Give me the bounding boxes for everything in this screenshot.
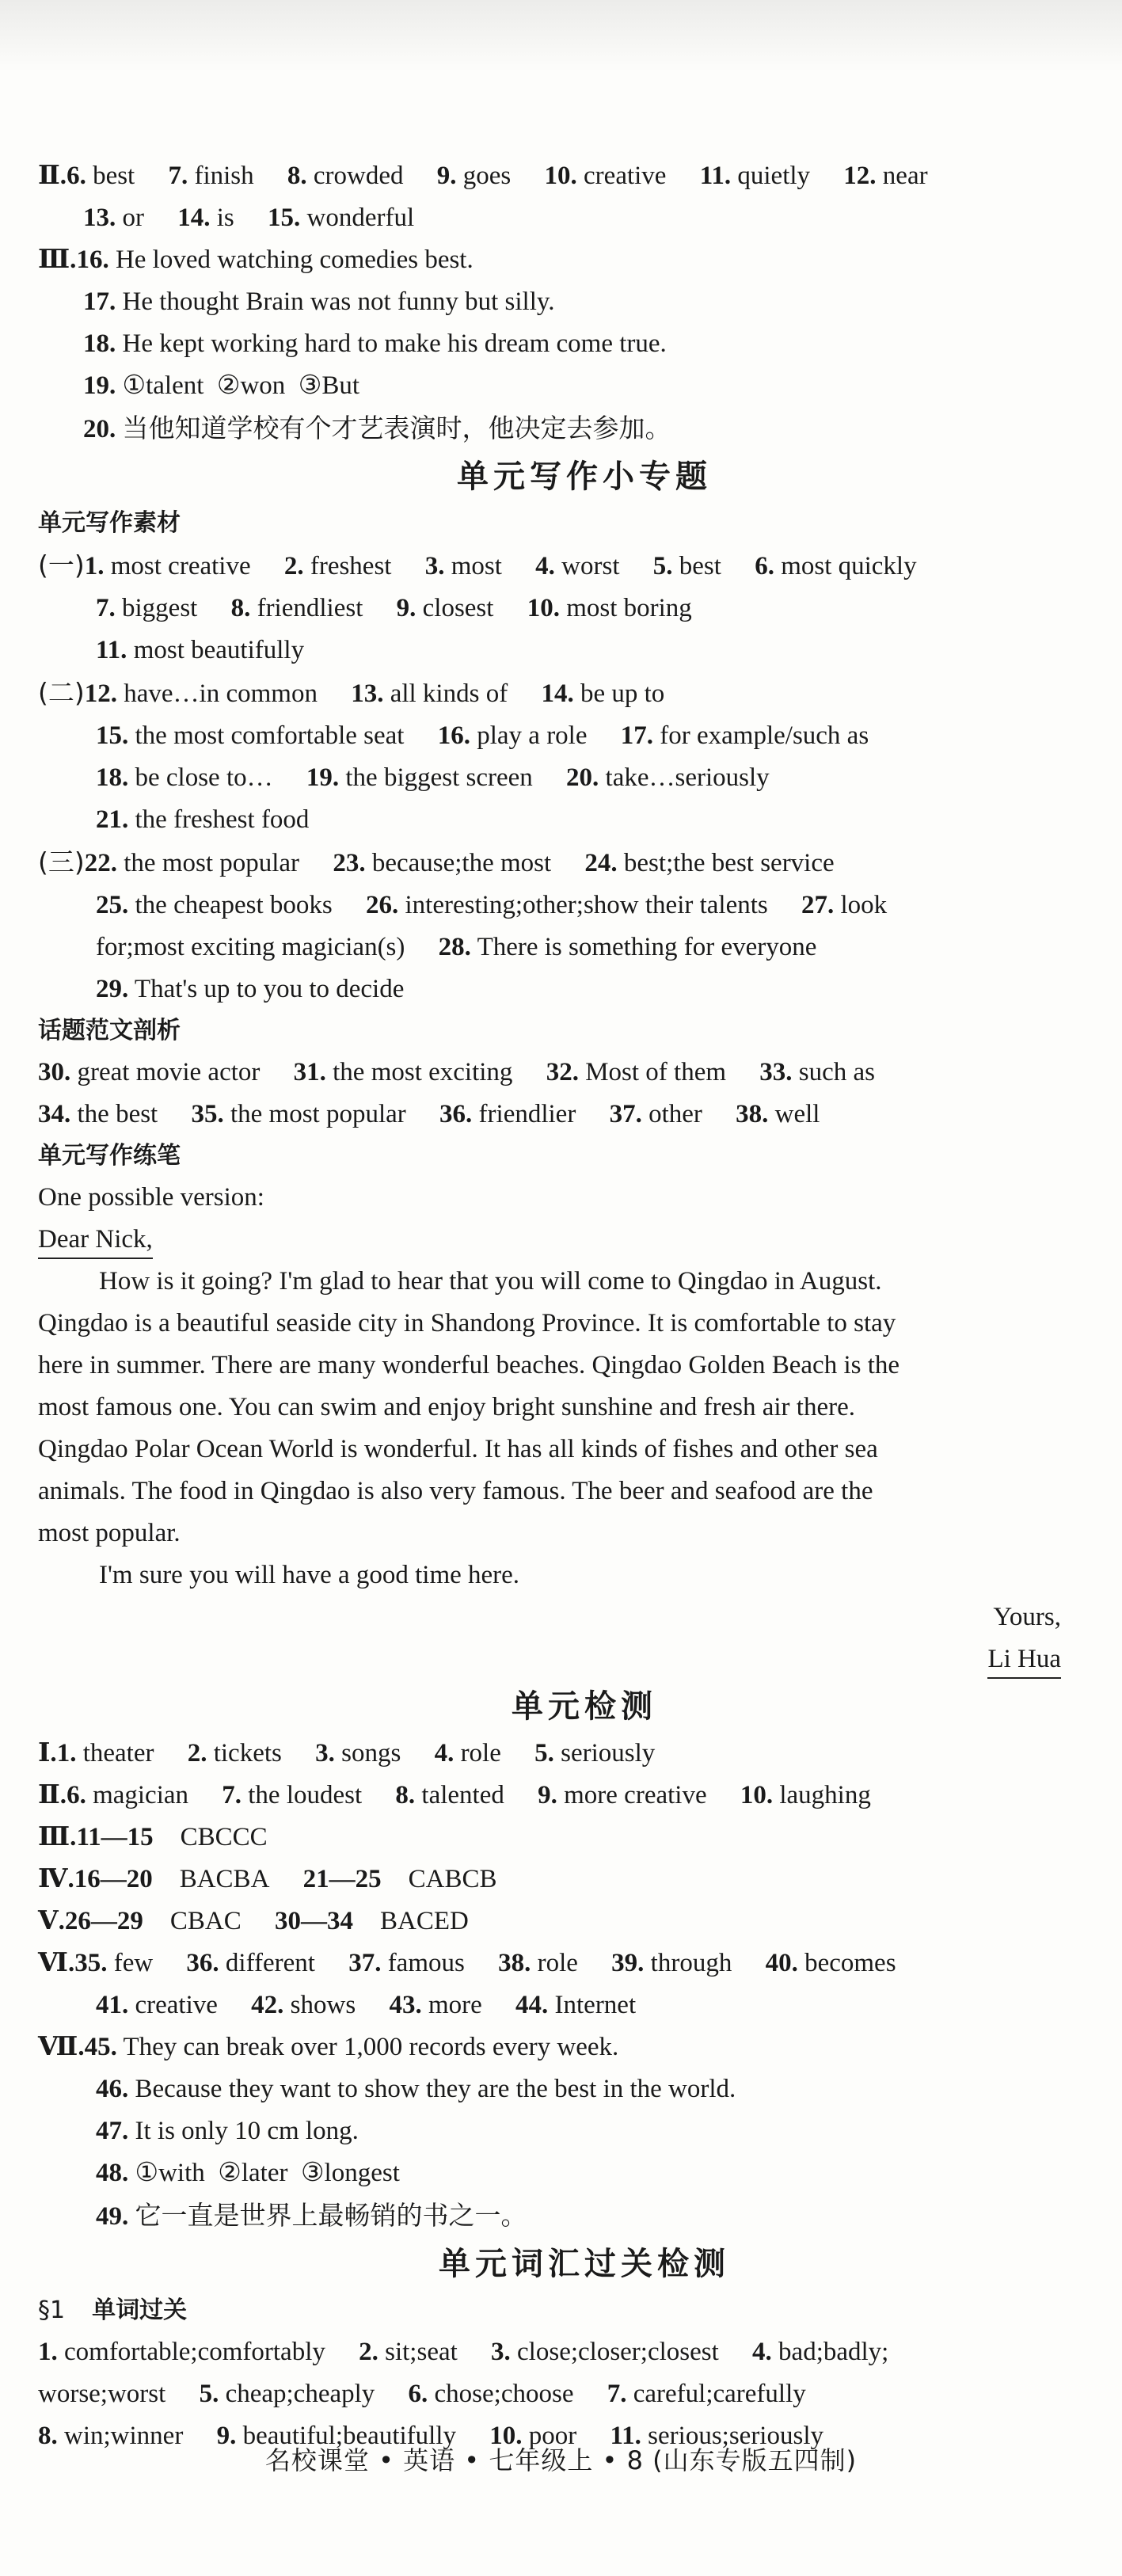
test-part-vii-item-46: 46. Because they want to show they are the best in the world. bbox=[96, 2075, 736, 2103]
vocab-section-title: 单元词汇过关检测 bbox=[439, 2246, 730, 2282]
test-part-vi-row-1: Ⅵ.35. few 36. different 37. famous 38. role 39. through 40. becomes bbox=[38, 1949, 896, 1977]
group3-row-2: 25. the cheapest books 26. interesting;other;show their talents 27. look bbox=[96, 891, 888, 919]
letter-line: most famous one. You can swim and enjoy bright sunshine and fresh air there. bbox=[38, 1393, 855, 1421]
group1-row-2: 7. biggest 8. friendliest 9. closest 10. most boring bbox=[96, 594, 692, 622]
analysis-row-1: 30. great movie actor 31. the most exciting 32. Most of them 33. such as bbox=[38, 1058, 875, 1086]
letter-line: animals. The food in Qingdao is also very famous. The beer and seafood are the bbox=[38, 1477, 873, 1505]
letter-line: most popular. bbox=[38, 1519, 181, 1547]
test-part-iv: Ⅳ.16—20 BACBA 21—25 CABCB bbox=[38, 1865, 497, 1893]
test-part-iii: Ⅲ.11—15 CBCCC bbox=[38, 1823, 268, 1851]
page-footer: 名校课堂 • 英语 • 七年级上 • 8 (山东专版五四制) bbox=[264, 2445, 858, 2475]
letter-line: Qingdao Polar Ocean World is wonderful. It has all kinds of fishes and other sea bbox=[38, 1435, 878, 1463]
letter-line: here in summer. There are many wonderful beaches. Qingdao Golden Beach is the bbox=[38, 1351, 900, 1379]
test-section-title: 单元检测 bbox=[512, 1688, 657, 1725]
part-iii-item-19: 19. ①talent ②won ③But bbox=[83, 371, 360, 400]
part-iii-item-17: 17. He thought Brain was not funny but silly. bbox=[83, 287, 555, 316]
part-iii-item-20: 20. 当他知道学校有个才艺表演时，他决定去参加。 bbox=[83, 413, 671, 443]
test-part-vii-item-47: 47. It is only 10 cm long. bbox=[96, 2117, 359, 2145]
vocab-subheading: §1 单词过关 bbox=[38, 2296, 188, 2324]
group3-row-4: 29. That's up to you to decide bbox=[96, 975, 405, 1003]
test-part-i: Ⅰ.1. theater 2. tickets 3. songs 4. role 5. seriously bbox=[38, 1739, 656, 1767]
test-part-vii-item-49: 49. 它一直是世界上最畅销的书之一。 bbox=[96, 2200, 527, 2231]
vocab-row-1: 1. comfortable;comfortably 2. sit;seat 3. close;closer;closest 4. bad;badly; bbox=[38, 2338, 889, 2366]
letter-line: How is it going? I'm glad to hear that you will come to Qingdao in August. bbox=[99, 1267, 882, 1296]
letter-closing-line: I'm sure you will have a good time here. bbox=[99, 1561, 520, 1589]
part-ii-row-2: 13. or 14. is 15. wonderful bbox=[83, 204, 415, 232]
answer-page bbox=[38, 155, 1067, 2457]
group1-row-3: 11. most beautifully bbox=[96, 636, 305, 664]
group3-row-3: for;most exciting magician(s) 28. There is something for everyone bbox=[96, 933, 817, 961]
letter-signature: Li Hua bbox=[38, 1638, 1067, 1680]
group2-row-4: 21. the freshest food bbox=[96, 805, 310, 834]
group3-row-1: (三)22. the most popular 23. because;the most 24. best;the best service bbox=[38, 847, 835, 877]
part-ii-row-1: Ⅱ.6. best 7. finish 8. crowded 9. goes 10. creative 11. quietly 12. near bbox=[38, 162, 928, 190]
part-iii-item-18: 18. He kept working hard to make his dream come true. bbox=[83, 329, 667, 358]
vocab-row-3: 8. win;winner 9. beautiful;beautifully 10. poor 11. serious;seriously bbox=[38, 2422, 823, 2450]
group2-row-3: 18. be close to… 19. the biggest screen 20. take…seriously bbox=[96, 763, 770, 792]
test-part-vi-row-2: 41. creative 42. shows 43. more 44. Internet bbox=[96, 1991, 637, 2019]
vocab-row-2: worse;worst 5. cheap;cheaply 6. chose;choose 7. careful;carefully bbox=[38, 2380, 806, 2408]
letter-sign-off: Yours, bbox=[993, 1603, 1061, 1631]
writing-section-title: 单元写作小专题 bbox=[457, 459, 712, 495]
letter-line: Qingdao is a beautiful seaside city in Shandong Province. It is comfortable to stay bbox=[38, 1309, 896, 1337]
letter-greeting: Dear Nick, bbox=[38, 1219, 1067, 1261]
practice-heading: 单元写作练笔 bbox=[38, 1142, 181, 1170]
test-part-vii-item-48: 48. ①with ②later ③longest bbox=[96, 2159, 400, 2187]
group2-row-2: 15. the most comfortable seat 16. play a role 17. for example/such as bbox=[96, 721, 869, 750]
part-iii-item-16: Ⅲ.16. He loved watching comedies best. bbox=[38, 245, 474, 274]
scan-top-shade bbox=[0, 0, 1122, 71]
group2-row-1: (二)12. have…in common 13. all kinds of 14. be up to bbox=[38, 677, 665, 708]
test-part-v: Ⅴ.26—29 CBAC 30—34 BACED bbox=[38, 1907, 469, 1935]
test-part-vii-item-45: Ⅶ.45. They can break over 1,000 records every week. bbox=[38, 2033, 619, 2061]
analysis-row-2: 34. the best 35. the most popular 36. friendlier 37. other 38. well bbox=[38, 1100, 820, 1128]
test-part-ii: Ⅱ.6. magician 7. the loudest 8. talented 9. more creative 10. laughing bbox=[38, 1781, 871, 1809]
version-label: One possible version: bbox=[38, 1183, 264, 1212]
part-ii-roman: Ⅱ. bbox=[38, 162, 67, 190]
group1-row-1: (一)1. most creative 2. freshest 3. most 4. worst 5. best 6. most quickly bbox=[38, 550, 917, 580]
materials-heading: 单元写作素材 bbox=[38, 509, 181, 537]
analysis-heading: 话题范文剖析 bbox=[38, 1017, 181, 1044]
